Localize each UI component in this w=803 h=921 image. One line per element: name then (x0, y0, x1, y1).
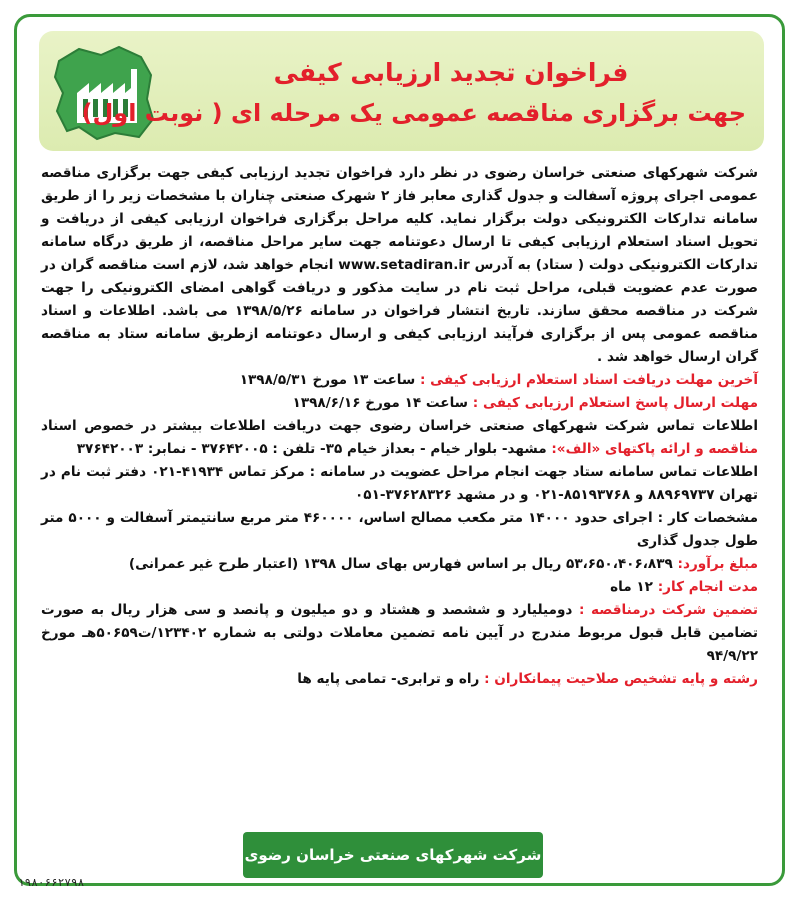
announcement-body (41, 162, 758, 691)
deadline-receive-value: ساعت ۱۳ مورخ ۱۳۹۸/۵/۳۱ (239, 372, 416, 388)
ad-frame (14, 14, 785, 886)
title-line-1: فراخوان تجدید ارزیابی کیفی (273, 58, 629, 87)
duration-label: مدت انجام کار: (657, 579, 758, 595)
estimate-value: ۵۳،۶۵۰،۴۰۶،۸۳۹ ریال بر اساس فهارس بهای سال ۱۳۹۸ (اعتبار طرح غیر عمرانی) (128, 556, 673, 572)
specs-value: اجرای حدود ۱۴۰۰۰ متر مکعب مصالح اساس، ۴۶۰۰۰۰ متر مربع سانتیمتر آسفالت و ۵۰۰۰ متر طول جدول گذاری (41, 510, 758, 549)
specs-label: مشخصات کار : (657, 510, 759, 526)
deadline-send-label: مهلت ارسال پاسخ استعلام ارزیابی کیفی : (472, 395, 758, 411)
company-name-banner: شرکت شهرکهای صنعتی خراسان رضوی (243, 832, 543, 878)
work-specs (41, 507, 758, 553)
guarantee (41, 599, 758, 668)
setad-contact: اطلاعات تماس سامانه ستاد جهت انجام مراحل عضویت در سامانه : مرکز تماس ۴۱۹۳۴-۰۲۱ دفتر ثبت نام در تهران ۸۸۹۶۹۷۳۷ و ۸۵۱۹۳۷۶۸-۰۲۱ و در مشهد ۳۷۶۲۸۳۲۶-۰۵۱ (41, 464, 758, 503)
intro-text: شرکت شهرکهای صنعتی خراسان رضوی در نظر دارد فراخوان تجدید ارزیابی کیفی جهت برگزاری مناقصه عمومی اجرای پروژه آسفالت و جدول گذاری معابر فاز ۲ شهرک صنعتی چناران با مشخصات زیر را از طریق سامانه تدارکات الکترونیکی دولت برگزار نماید. کلیه مراحل برگزاری فراخوان ارزیابی کیفی از دریافت و تحویل اسناد استعلام ارزیابی کیفی تا ارسال دعوتنامه جهت سایر مراحل مناقصه، از طریق درگاه سامانه تدارکات الکترونیکی دولت ( ستاد) به آدرس (41, 165, 759, 273)
contact-value: مشهد- بلوار خیام - بعداز خیام ۳۵- تلفن : ۳۷۶۴۲۰۰۵ - نمابر: ۳۷۶۴۲۰۰۳ (76, 441, 547, 457)
qualification-label: رشته و پایه تشخیص صلاحیت پیمانکاران : (484, 671, 758, 687)
deadline-send-value: ساعت ۱۴ مورخ ۱۳۹۸/۶/۱۶ (292, 395, 469, 411)
duration (41, 576, 758, 599)
guarantee-label: تضمین شرکت درمناقصه : (578, 602, 758, 618)
intro-text-continued: انجام خواهد شد، لازم است مناقصه گران در صورت عدم عضویت قبلی، مراحل ثبت نام در سایت مذکور و دریافت گواهی امضای الکترونیکی را جهت شرکت در مناقصه محقق سازند. تاریخ انتشار فراخوان در سامانه ۱۳۹۸/۵/۲۶ می باشد. اطلاعات و اسناد مناقصه عمومی پس از برگزاری فرآیند ارزیابی کیفی و ارسال دعوتنامه ازطریق سامانه ستاد به مناقصه گران ارسال خواهد شد . (41, 257, 758, 365)
contact-intro: اطلاعات تماس شرکت شهرکهای صنعتی خراسان رضوی جهت دریافت اطلاعات بیشتر در خصوص اسناد (41, 418, 758, 434)
guarantee-value: دومیلیارد و ششصد و هشتاد و دو میلیون و پانصد و سی هزار ریال به صورت تضامین قابل قبول مربوط مندرج در آیین نامه تضمین معاملات دولتی به شماره ۱۲۳۴۰۲/ت۵۰۶۵۹هـ مورخ ۹۴/۹/۲۲ (41, 602, 759, 664)
estimate-label: مبلغ برآورد: (677, 556, 758, 572)
qualification-value: راه و ترابری- تمامی پایه ها (297, 671, 480, 687)
header-titles (81, 53, 746, 133)
header-panel (39, 31, 764, 151)
deadline-receive-label: آخرین مهلت دریافت اسناد استعلام ارزیابی کیفی : (419, 372, 758, 388)
deadline-receive (41, 369, 758, 392)
intro-paragraph (41, 162, 758, 369)
title-line-2: جهت برگزاری مناقصه عمومی یک مرحله ای ( نوبت اول) (81, 99, 746, 127)
duration-value: ۱۲ ماه (610, 579, 653, 595)
qualification (41, 668, 758, 691)
deadline-send (41, 392, 758, 415)
website-link[interactable]: www.setadiran.ir (338, 257, 470, 273)
estimate (41, 553, 758, 576)
contact-label: مناقصه و ارائه پاکتهای «الف»: (551, 441, 758, 457)
ad-code: ۱۹۸۰۶۶۲۷۹۸ (18, 876, 85, 889)
contact-info (41, 415, 758, 461)
